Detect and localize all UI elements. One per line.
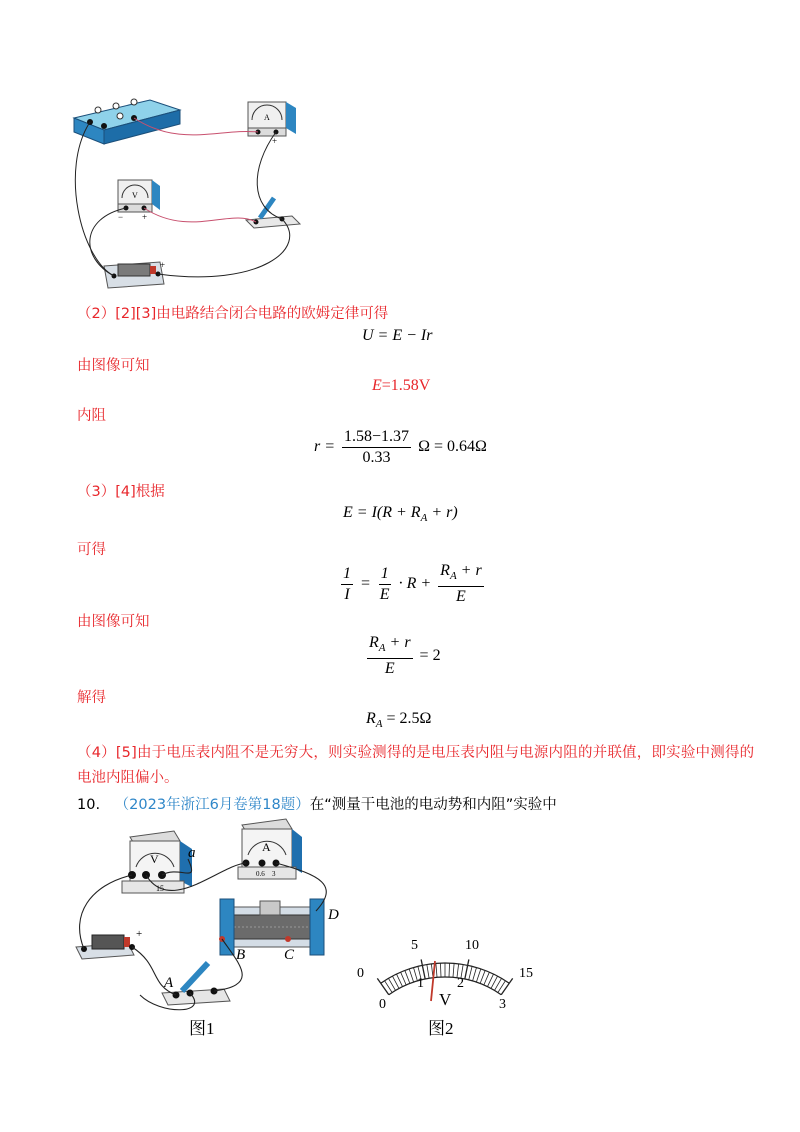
part4-line1: （4）[5]由于电压表内阻不是无穷大，则实验测得的是电压表内阻与电源内阻的并联值，即实验中测得的	[77, 745, 755, 761]
emf-result	[372, 377, 430, 395]
frac2-num: 1	[379, 565, 391, 585]
from-graph-2: 由图像可知	[77, 614, 150, 630]
fig1-battery-plus: +	[136, 928, 143, 940]
label-B: B	[236, 947, 246, 963]
ammeter	[248, 102, 296, 146]
inner-tick-2: 2	[457, 976, 464, 991]
frac-intercept	[367, 634, 413, 678]
dot-r-term: · R +	[398, 574, 432, 592]
internal-resistance-label: 内阻	[77, 408, 106, 424]
eq-reciprocal: $\frac{1}{I}$ = $\frac{1}{E}$ · R + $\frac{R_A + r}{E}$	[343, 562, 482, 606]
frac3-den: E	[456, 588, 466, 606]
voltmeter-minus: −	[118, 212, 124, 222]
question-source: （2023年浙江6月卷第18题）	[114, 797, 310, 813]
fig1-voltmeter	[122, 831, 192, 893]
eq3-sub: A	[420, 512, 428, 525]
outer-tick-10: 10	[465, 938, 479, 953]
figure-1-circuit	[70, 815, 360, 1015]
switch	[246, 198, 300, 228]
inner-tick-3: 3	[499, 997, 506, 1012]
fig1-voltmeter-15: 15	[156, 884, 164, 893]
part2-heading: （2）[2][3]由电路结合闭合电路的欧姆定律可得	[77, 306, 389, 322]
question-10	[77, 793, 557, 814]
voltmeter-label: V	[132, 191, 138, 200]
from-graph-1: 由图像可知	[77, 358, 150, 374]
fig1-ammeter-label: A	[262, 840, 271, 854]
eq-internal-resistance	[314, 428, 487, 467]
label-D: D	[328, 907, 339, 923]
battery-plus: +	[160, 260, 166, 270]
fig1-rheostat	[219, 899, 324, 955]
eq-intercept	[364, 634, 441, 678]
ra-value: = 2.5Ω	[382, 710, 432, 727]
solve-label: 解得	[77, 690, 106, 706]
label-C: C	[284, 947, 295, 963]
frac4-num: $R_A + r$	[367, 634, 413, 659]
voltmeter	[118, 180, 160, 222]
label-A: A	[164, 975, 174, 991]
minor-tick	[469, 966, 472, 980]
frac1-den: I	[344, 585, 350, 603]
question-text: 在“测量干电池的电动势和内阻”实验中	[309, 797, 557, 813]
frac-ra-r-over-e	[438, 562, 484, 606]
fig1-voltmeter-label: V	[150, 852, 159, 866]
intercept-value: = 2	[419, 646, 441, 664]
fig1-ammeter	[238, 819, 302, 879]
fig1-ammeter-06: 0.6	[256, 870, 265, 878]
frac4-den: E	[384, 660, 395, 678]
minor-tick	[484, 972, 490, 985]
major-tick	[465, 959, 469, 979]
ammeter-label: A	[264, 113, 270, 122]
minor-tick	[480, 970, 485, 983]
frac1-num: 1	[341, 565, 353, 585]
part4-line2: 电池内阻偏小。	[77, 770, 179, 786]
figure-1-caption: 图1	[189, 1019, 215, 1038]
emf-symbol: E	[372, 377, 382, 394]
top-circuit-figure	[60, 88, 320, 298]
wire-a-label: a	[188, 845, 196, 861]
outer-tick-5: 5	[411, 938, 418, 953]
ammeter-plus: +	[272, 136, 278, 146]
minor-tick	[449, 963, 450, 977]
voltmeter-plus: +	[142, 212, 148, 222]
r-denominator: 0.33	[362, 449, 391, 466]
ra-symbol: R	[366, 710, 376, 727]
minor-tick	[473, 968, 477, 981]
r-rhs: Ω = 0.64Ω	[418, 438, 487, 456]
eq3-tail: + r)	[427, 504, 458, 521]
major-tick	[501, 978, 512, 994]
fig1-ammeter-3: 3	[272, 870, 276, 878]
outer-tick-15: 15	[519, 966, 533, 981]
minor-tick	[453, 963, 454, 977]
part3-heading: （3）[4]根据	[77, 484, 165, 500]
resistance-box	[74, 99, 180, 144]
minor-tick	[409, 969, 413, 982]
r-numerator: 1.58−1.37	[342, 428, 411, 448]
r-fraction	[342, 428, 411, 467]
minor-tick	[401, 972, 407, 985]
can-get-label: 可得	[77, 542, 106, 558]
eq3-main: E = I(R + R	[343, 504, 421, 521]
minor-tick	[476, 969, 480, 982]
figure-2-meter-scale	[345, 925, 545, 1015]
outer-tick-0: 0	[357, 966, 364, 981]
minor-tick	[427, 964, 429, 978]
eq-emf-relation	[343, 504, 458, 524]
major-tick	[377, 978, 388, 994]
minor-tick	[405, 970, 410, 983]
frac-one-over-e	[378, 565, 392, 604]
r-lhs: r =	[314, 438, 336, 456]
frac2-den: E	[379, 585, 390, 603]
inner-tick-0: 0	[379, 997, 386, 1012]
eq-ohms-law: U = E − Ir	[362, 327, 433, 344]
frac3-num: $R_A + r$	[438, 562, 484, 587]
minor-tick	[440, 963, 441, 977]
battery	[104, 260, 165, 288]
frac-one-over-i	[341, 565, 353, 604]
fig1-battery	[76, 928, 142, 959]
unit-V: V	[439, 990, 452, 1009]
eq-ra-result	[366, 710, 431, 730]
question-number: 10.	[77, 797, 101, 813]
minor-tick	[436, 963, 437, 977]
figure-2-caption: 图2	[428, 1019, 454, 1038]
emf-value: =1.58V	[381, 377, 431, 394]
inner-tick-1: 1	[417, 976, 424, 991]
ra-subscript: A	[375, 718, 383, 731]
